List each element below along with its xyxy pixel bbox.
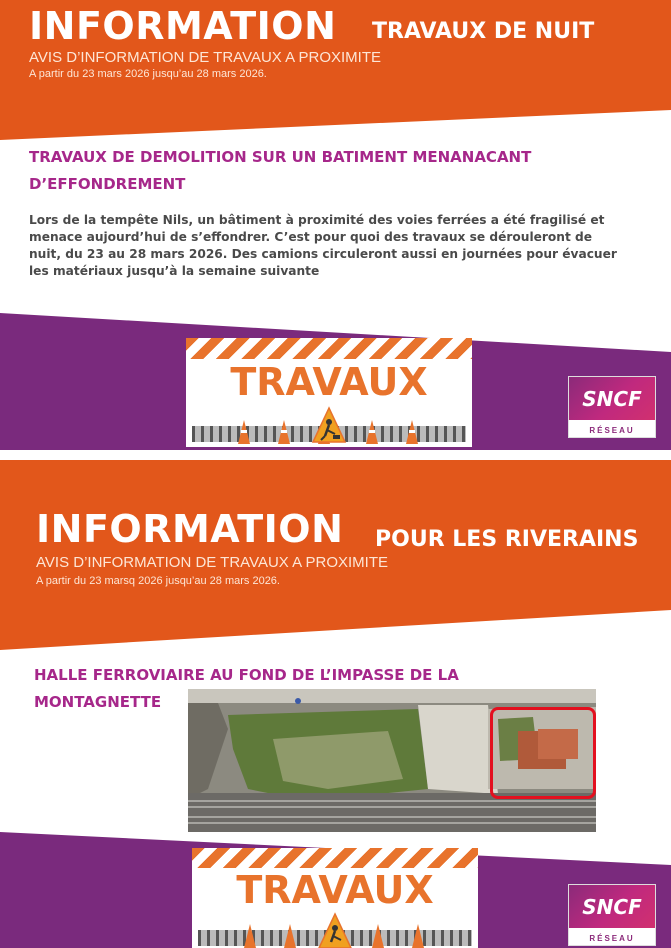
travaux-label: TRAVAUX xyxy=(236,868,434,912)
travaux-label: TRAVAUX xyxy=(230,360,428,404)
travaux-sign xyxy=(186,338,472,447)
section-title xyxy=(29,144,531,198)
body-line: les matériaux jusqu’à la semaine suivante xyxy=(29,264,320,278)
section-title-line: TRAVAUX DE DEMOLITION SUR UN BATIMENT MENANACANT xyxy=(29,148,532,166)
body-line: menace aujourd’hui de s’effondrer. C’est pour quoi des travaux se dérouleront de xyxy=(29,230,593,244)
sncf-logo-subtitle: RÉSEAU xyxy=(589,934,635,943)
highlight-building xyxy=(490,707,596,799)
header-title: INFORMATION xyxy=(36,507,344,551)
header-subtitle: AVIS D’INFORMATION DE TRAVAUX A PROXIMITE xyxy=(29,49,381,66)
header-subtitle: AVIS D’INFORMATION DE TRAVAUX A PROXIMITE xyxy=(36,554,388,571)
header-title-suffix: POUR LES RIVERAINS xyxy=(375,527,639,552)
hazard-stripe xyxy=(192,848,478,868)
notice-page-1 xyxy=(0,0,671,450)
notice-body-text xyxy=(29,212,649,280)
notice-page-2 xyxy=(0,460,671,948)
construction-worker-icon xyxy=(317,912,353,948)
header-date: A partir du 23 mars 2026 jusqu’au 28 mars 2026. xyxy=(29,68,267,80)
sncf-logo-word: SNCF xyxy=(582,387,642,411)
hazard-stripe xyxy=(186,338,472,359)
travaux-sign xyxy=(192,848,478,948)
section-title-line: D’EFFONDREMENT xyxy=(29,175,186,193)
construction-worker-icon xyxy=(311,406,347,444)
section-title-line: HALLE FERROVIAIRE AU FOND DE L’IMPASSE DE LA xyxy=(34,666,459,684)
sncf-logo-word: SNCF xyxy=(582,895,642,919)
section-title-line: MONTAGNETTE xyxy=(34,693,162,711)
header-date: A partir du 23 marsq 2026 jusqu’au 28 mars 2026. xyxy=(36,575,280,587)
sncf-logo-subtitle: RÉSEAU xyxy=(589,426,635,435)
sncf-reseau-logo xyxy=(568,884,656,946)
header-title-suffix: TRAVAUX DE NUIT xyxy=(372,19,595,44)
header-title: INFORMATION xyxy=(29,4,337,48)
body-line: Lors de la tempête Nils, un bâtiment à proximité des voies ferrées a été fragilisé et xyxy=(29,213,605,227)
sncf-reseau-logo xyxy=(568,376,656,438)
page-gap xyxy=(0,450,671,460)
body-line: nuit, du 23 au 28 mars 2026. Des camions circuleront aussi en journées pour évacuer xyxy=(29,247,617,261)
aerial-photo xyxy=(188,689,596,832)
